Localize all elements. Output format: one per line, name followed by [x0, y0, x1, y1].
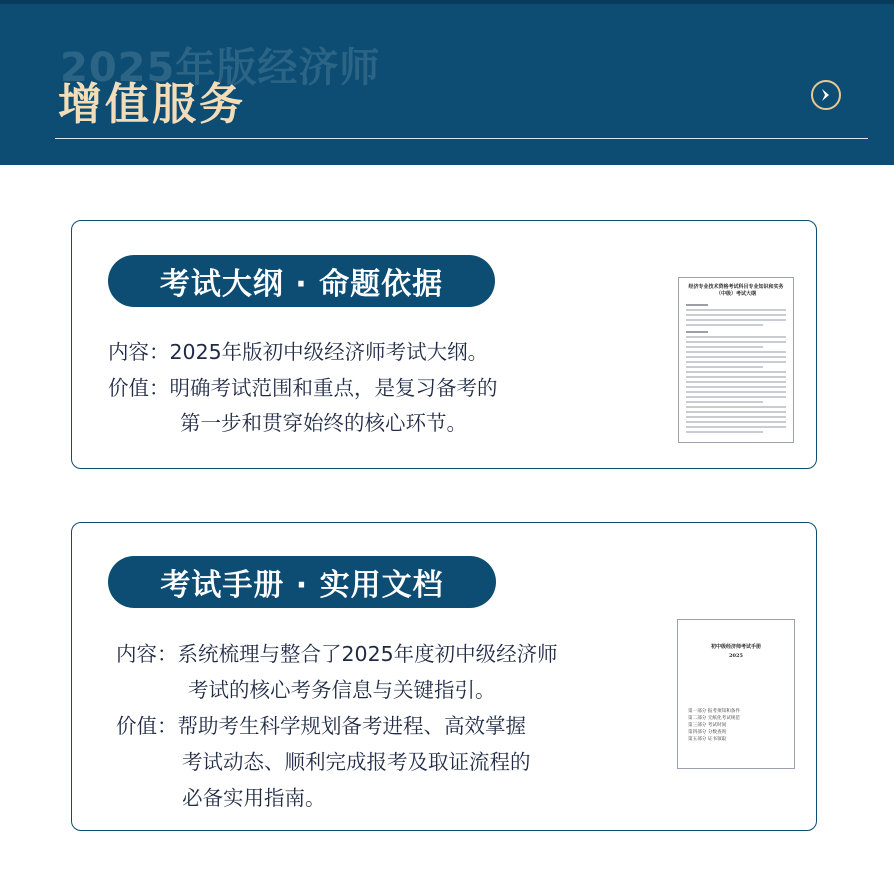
header-background-title: 2025年版经济师 [60, 45, 381, 91]
next-arrow-button[interactable] [811, 80, 841, 110]
header-divider [55, 138, 868, 139]
header-banner [0, 0, 894, 165]
value-line-continued: 必备实用指南。 [182, 786, 326, 810]
value-line: 价值：帮助考生科学规划备考进程、高效掌握 [116, 714, 526, 738]
syllabus-document-thumbnail [678, 277, 794, 443]
document-title: 初中级经济师考试手册 [710, 644, 761, 650]
content-line: 内容：2025年版初中级经济师考试大纲。 [108, 340, 489, 364]
card-title-pill: 考试大纲 · 命题依据 [108, 255, 495, 307]
toc-item: 第一部分 报考须知和条件 [688, 709, 740, 714]
content-line-continued: 考试的核心考务信息与关键指引。 [188, 678, 496, 702]
exam-handbook-card [71, 522, 817, 831]
toc-item: 第四部分 分数查询 [688, 730, 727, 735]
toc-item: 第三部分 考试时间 [688, 723, 727, 728]
card-title-pill: 考试手册 · 实用文档 [108, 556, 496, 608]
chevron-right-circle-icon [818, 87, 834, 103]
content-line: 内容：系统梳理与整合了2025年度初中级经济师 [116, 642, 558, 666]
document-year: 2025 [729, 653, 743, 659]
value-line: 价值：明确考试范围和重点，是复习备考的 [108, 376, 498, 400]
header-top-line [0, 0, 894, 4]
page-title: 增值服务 [58, 79, 246, 130]
value-line-continued: 第一步和贯穿始终的核心环节。 [180, 411, 467, 435]
toc-item: 第五部分 证书领取 [688, 737, 727, 742]
handbook-document-thumbnail [677, 619, 795, 769]
toc-item: 第二部分 无纸化考试规范 [688, 716, 740, 721]
exam-syllabus-card [71, 220, 817, 469]
document-title: 经济专业技术资格考试科目专业知识和实务（中级）考试大纲 [688, 284, 784, 297]
value-line-continued: 考试动态、顺利完成报考及取证流程的 [182, 750, 531, 774]
